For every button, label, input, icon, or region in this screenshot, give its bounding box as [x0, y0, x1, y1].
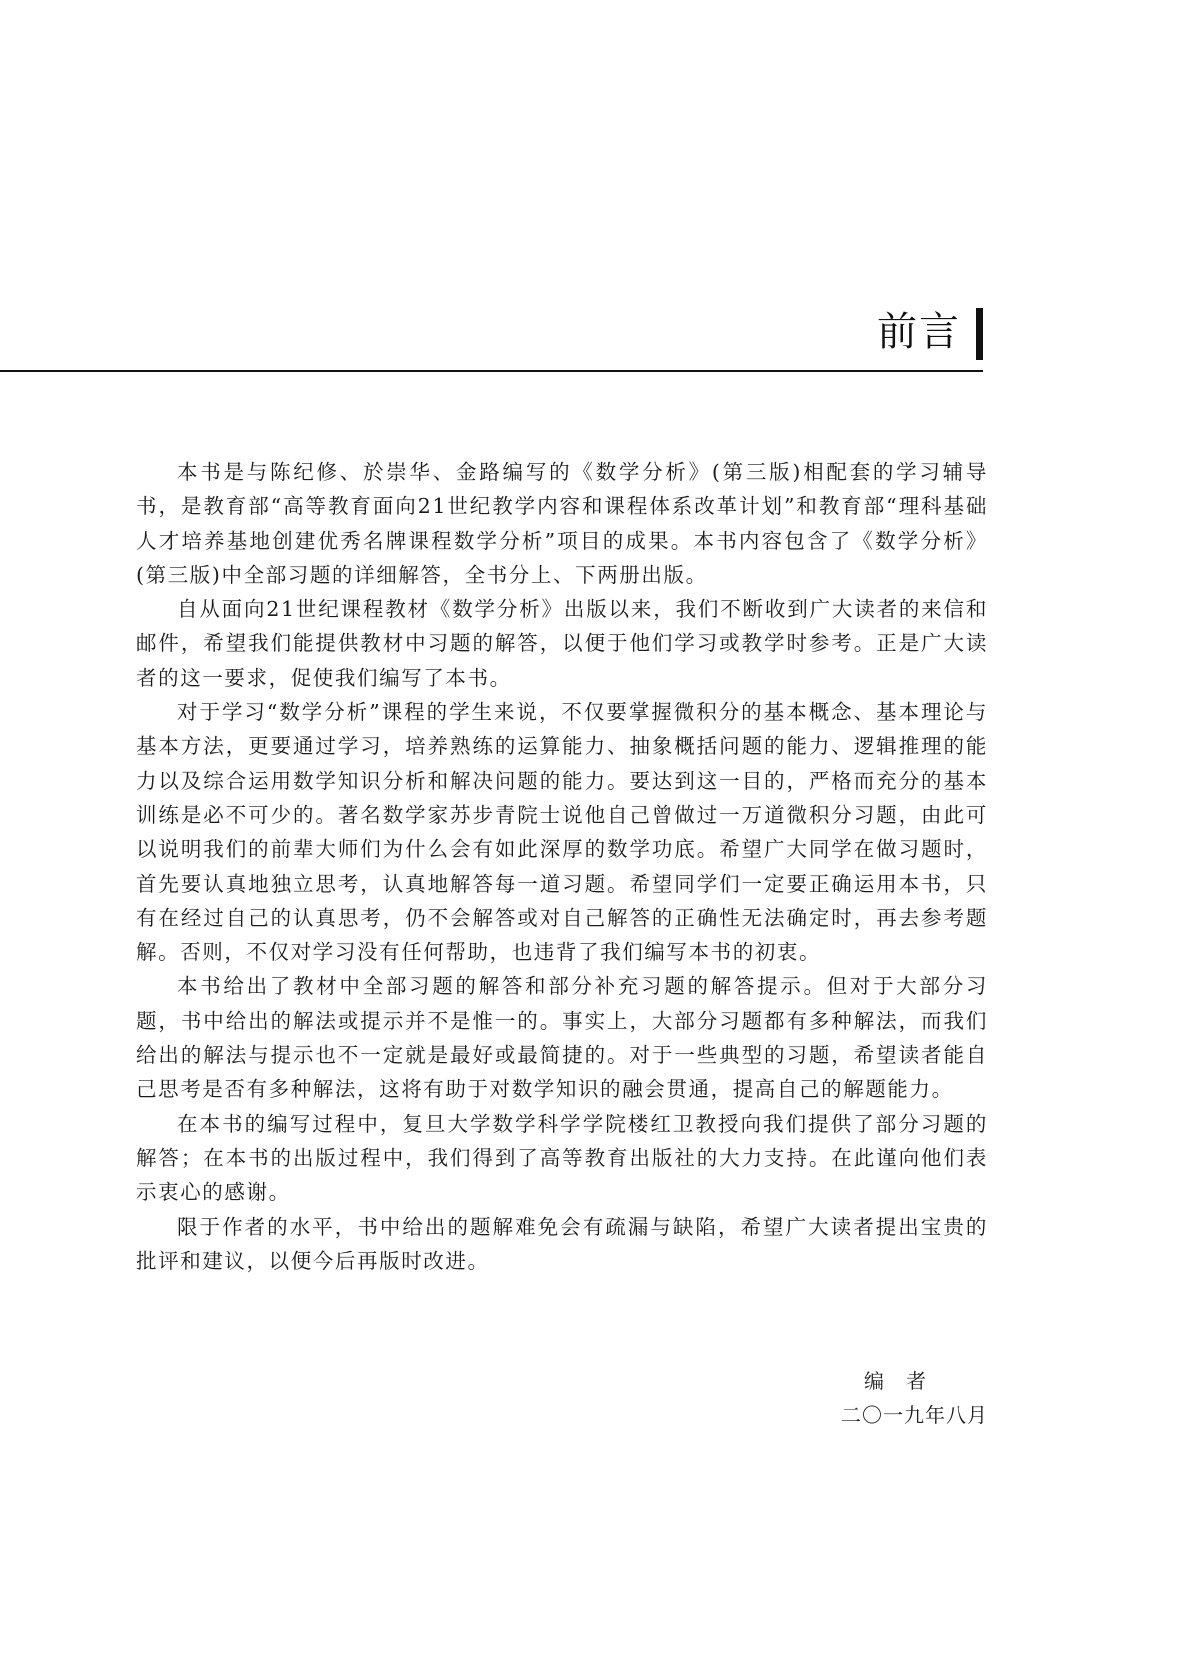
- paragraph: 在本书的编写过程中，复旦大学数学科学学院楼红卫教授向我们提供了部分习题的解答；在本书的出版过程中，我们得到了高等教育出版社的大力支持。在此谨向他们表示衷心的感谢。: [136, 1111, 988, 1205]
- paragraph: 自从面向21世纪课程教材《数学分析》出版以来，我们不断收到广大读者的来信和邮件，希望我们能提供教材中习题的解答，以便于他们学习或教学时参考。正是广大读者的这一要求，促使我们编写了本书。: [136, 597, 988, 690]
- heading-accent-bar: [976, 308, 983, 360]
- signature-date: 二〇一九年八月: [841, 1403, 988, 1427]
- signature-author: 编者: [864, 1369, 948, 1393]
- page-title: 前言: [877, 309, 961, 355]
- signature-block: [841, 1364, 988, 1432]
- preface-body: [136, 455, 988, 1278]
- paragraph: 本书是与陈纪修、於崇华、金路编写的《数学分析》(第三版)相配套的学习辅导书，是教育部“高等教育面向21世纪教学内容和课程体系改革计划”和教育部“理科基础人才培养基地创建优秀名牌课程数学分析”项目的成果。本书内容包含了《数学分析》(第三版)中全部习题的详细解答，全书分上、下两册出版。: [136, 460, 988, 587]
- paragraph: 本书给出了教材中全部习题的解答和部分补充习题的解答提示。但对于大部分习题，书中给出的解法或提示并不是惟一的。事实上，大部分习题都有多种解法，而我们给出的解法与提示也不一定就是最好或最简捷的。对于一些典型的习题，希望读者能自己思考是否有多种解法，这将有助于对数学知识的融会贯通，提高自己的解题能力。: [136, 974, 988, 1102]
- heading-divider: [0, 370, 983, 372]
- paragraph: 对于学习“数学分析”课程的学生来说，不仅要掌握微积分的基本概念、基本理论与基本方法，更要通过学习，培养熟练的运算能力、抽象概括问题的能力、逻辑推理的能力以及综合运用数学知识分析和解决问题的能力。要达到这一目的，严格而充分的基本训练是必不可少的。著名数学家苏步青院士说他自己曾做过一万道微积分习题，由此可以说明我们的前辈大师们为什么会有如此深厚的数学功底。希望广大同学在做习题时，首先要认真地独立思考，认真地解答每一道习题。希望同学们一定要正确运用本书，只有在经过自己的认真思考，仍不会解答或对自己解答的正确性无法确定时，再去参考题解。否则，不仅对学习没有任何帮助，也违背了我们编写本书的初衷。: [136, 700, 988, 965]
- paragraph: 限于作者的水平，书中给出的题解难免会有疏漏与缺陷，希望广大读者提出宝贵的批评和建议，以便今后再版时改进。: [136, 1214, 988, 1273]
- chapter-heading: [0, 300, 983, 372]
